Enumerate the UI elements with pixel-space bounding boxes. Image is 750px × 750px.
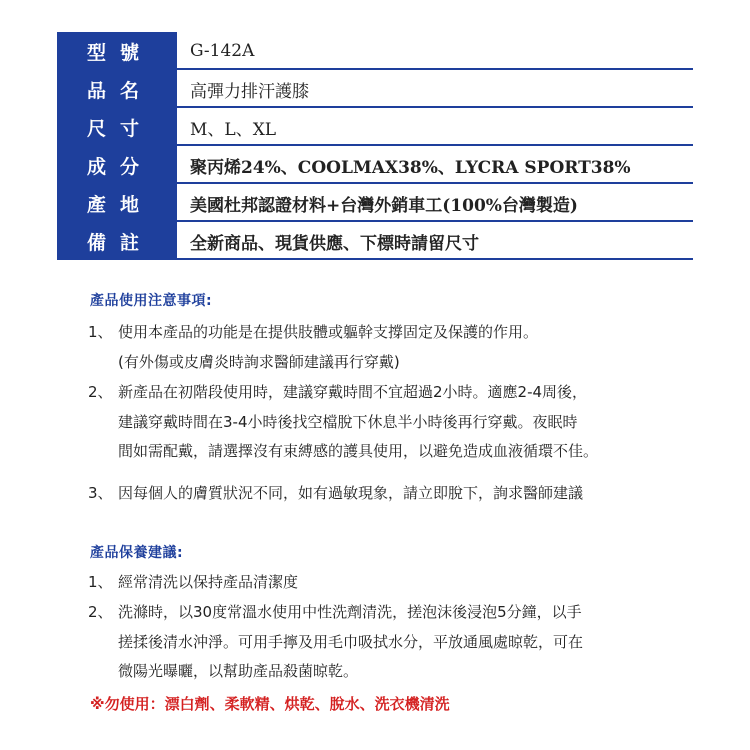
care-item-1 bbox=[88, 568, 708, 598]
usage-title: 產品使用注意事項: bbox=[90, 293, 213, 309]
care-title: 產品保養建議: bbox=[90, 545, 184, 561]
usage-item-3 bbox=[88, 479, 708, 509]
item-line: (有外傷或皮膚炎時詢求醫師建議再行穿戴) bbox=[118, 352, 400, 371]
item-line: 新產品在初階段使用時，建議穿戴時間不宜超過2小時。適應2-4周後， bbox=[118, 383, 588, 401]
warning-text: ※勿使用：漂白劑、柔軟精、烘乾、脫水、洗衣機清洗 bbox=[90, 695, 450, 713]
spec-table bbox=[57, 32, 693, 260]
usage-item-1 bbox=[88, 318, 708, 377]
item-line: 建議穿戴時間在3-4小時後找空檔脫下休息半小時後再行穿戴。夜眠時 bbox=[118, 412, 578, 431]
item-line: 間如需配戴，請選擇沒有束縛感的護具使用，以避免造成血液循環不佳。 bbox=[118, 442, 599, 460]
item-line: 搓揉後清水沖淨。可用手擰及用毛巾吸拭水分，平放通風處晾乾，可在 bbox=[118, 632, 584, 651]
item-number: 1、 bbox=[88, 573, 113, 591]
usage-item-2 bbox=[88, 378, 708, 467]
spec-row-model bbox=[57, 32, 693, 70]
item-line: 因每個人的膚質狀況不同，如有過敏現象，請立即脫下，詢求醫師建議 bbox=[118, 484, 584, 502]
spec-label: 品名 bbox=[57, 70, 177, 108]
spec-value: G-142A bbox=[190, 41, 255, 61]
spec-row-material bbox=[57, 146, 693, 184]
item-line: 使用本產品的功能是在提供肢體或軀幹支撐固定及保護的作用。 bbox=[118, 323, 539, 341]
item-number: 1、 bbox=[88, 323, 113, 341]
item-line: 洗滌時，以30度常溫水使用中性洗劑清洗，搓泡沫後浸泡5分鐘，以手 bbox=[118, 603, 582, 621]
item-number: 2、 bbox=[88, 603, 113, 621]
spec-row-size bbox=[57, 108, 693, 146]
spec-value: M、L、XL bbox=[190, 119, 277, 140]
spec-row-name bbox=[57, 70, 693, 108]
spec-value: 高彈力排汗護膝 bbox=[190, 81, 309, 102]
spec-row-origin bbox=[57, 184, 693, 222]
spec-label: 型號 bbox=[57, 32, 177, 70]
spec-value: 全新商品、現貨供應、下標時請留尺寸 bbox=[190, 233, 479, 254]
item-line: 經常清洗以保持產品清潔度 bbox=[118, 573, 299, 591]
spec-label: 產地 bbox=[57, 184, 177, 222]
item-number: 2、 bbox=[88, 383, 113, 401]
spec-value: 美國杜邦認證材料+台灣外銷車工(100%台灣製造) bbox=[190, 195, 578, 216]
spec-label: 備註 bbox=[57, 222, 177, 260]
spec-value: 聚丙烯24%、COOLMAX38%、LYCRA SPORT38% bbox=[190, 157, 631, 178]
spec-label: 尺寸 bbox=[57, 108, 177, 146]
item-line: 微陽光曝曬，以幫助產品殺菌晾乾。 bbox=[118, 662, 359, 680]
item-number: 3、 bbox=[88, 484, 113, 502]
spec-row-remark bbox=[57, 222, 693, 260]
care-item-2 bbox=[88, 598, 708, 687]
spec-label: 成分 bbox=[57, 146, 177, 184]
row-divider bbox=[177, 258, 693, 260]
